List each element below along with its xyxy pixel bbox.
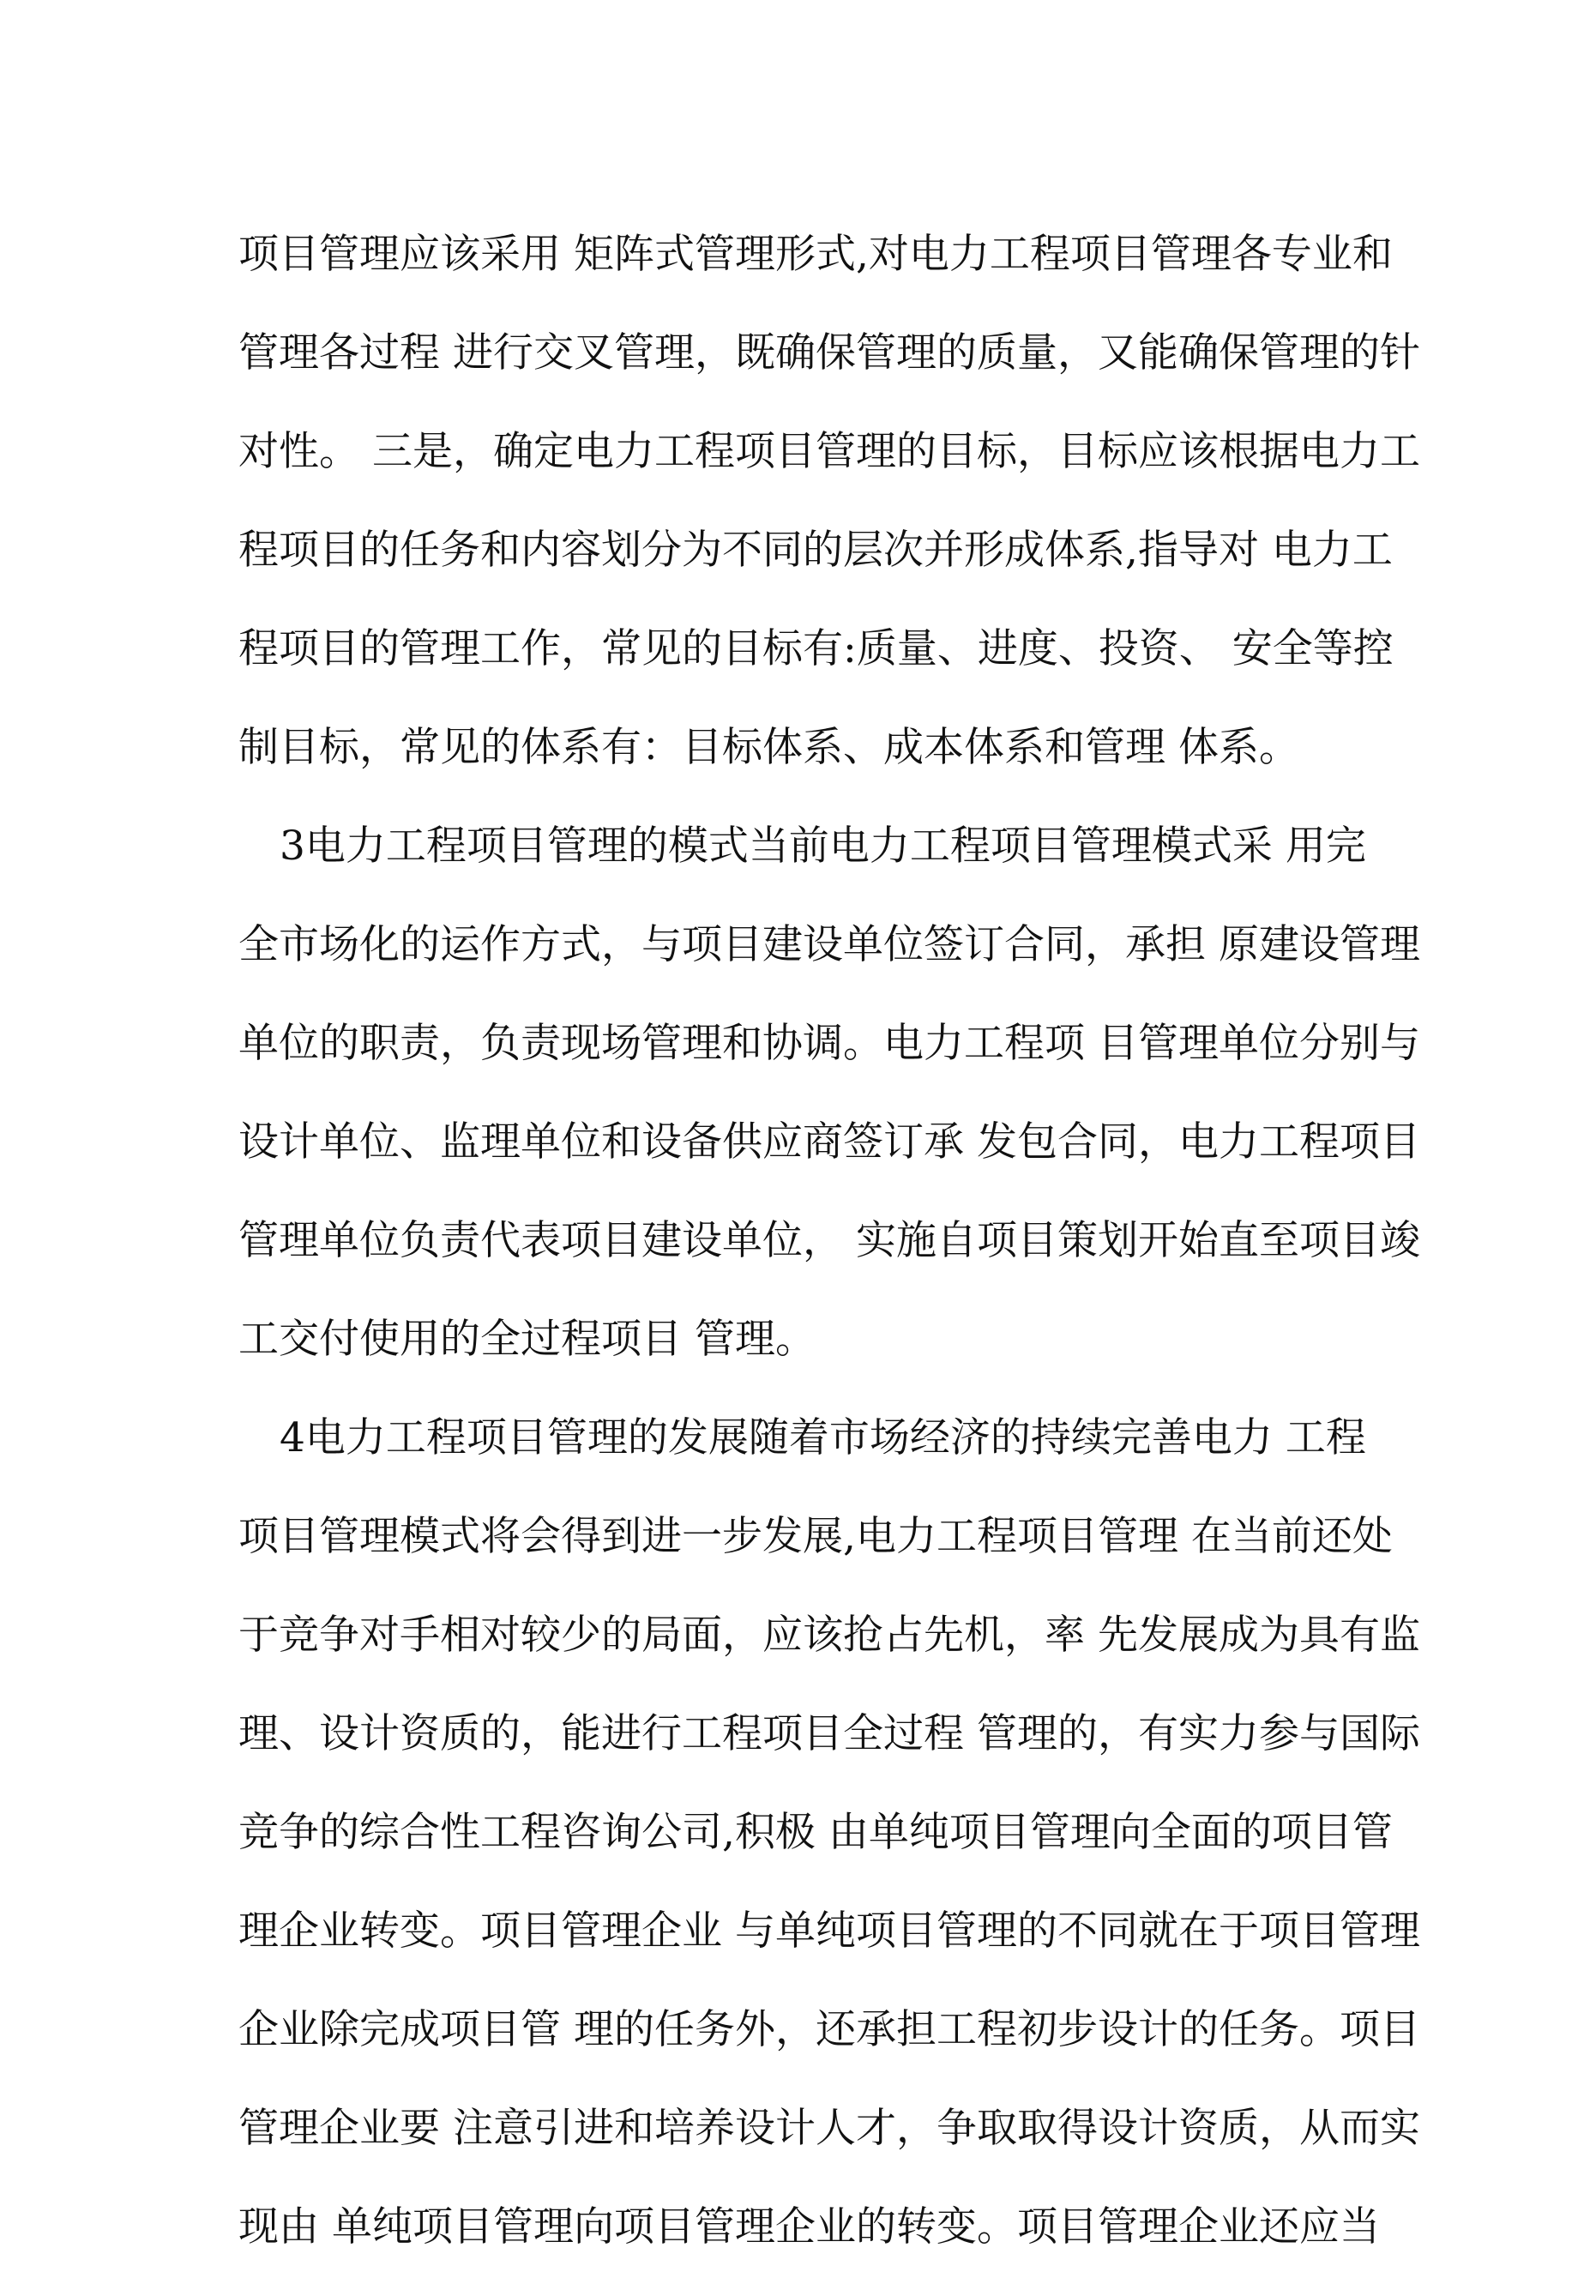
- text-line: 程项目的管理工作，常见的目标有:质量、进度、投资、 安全等控: [238, 625, 1394, 672]
- text-line: 单位的职责，负责现场管理和协调。电力工程项 目管理单位分别与: [238, 1020, 1420, 1067]
- text-line: 项目管理应该采用 矩阵式管理形式,对电力工程项目管理各专业和: [238, 231, 1393, 278]
- text-line: 工交付使用的全过程项目 管理。: [238, 1316, 816, 1363]
- text-line: 理企业转变。项目管理企业 与单纯项目管理的不同就在于项目管理: [238, 1907, 1420, 1955]
- paragraph-start-line: 4电力工程项目管理的发展随着市场经济的持续完善电力 工程: [280, 1414, 1366, 1461]
- text-line: 管理单位负责代表项目建设单位， 实施自项目策划开始直至项目竣: [238, 1217, 1420, 1264]
- text-line: 制目标，常见的体系有：目标体系、成本体系和管理 体系。: [238, 724, 1299, 771]
- text-line: 程项目的任务和内容划分为不同的层次并形成体系,指导对 电力工: [238, 527, 1393, 574]
- text-line: 对性。 三是，确定电力工程项目管理的目标，目标应该根据电力工: [238, 428, 1420, 475]
- text-line: 现由 单纯项目管理向项目管理企业的转变。项目管理企业还应当: [238, 2203, 1380, 2251]
- text-line: 管理企业要 注意引进和培养设计人才，争取取得设计资质，从而实: [238, 2105, 1420, 2152]
- text-line: 项目管理模式将会得到进一步发展,电力工程项目管理 在当前还处: [238, 1513, 1393, 1560]
- paragraph-start-line: 3电力工程项目管理的模式当前电力工程项目管理模式采 用完: [280, 823, 1366, 870]
- text-line: 企业除完成项目管 理的任务外，还承担工程初步设计的任务。项目: [238, 2006, 1420, 2053]
- text-line: 全市场化的运作方式，与项目建设单位签订合同，承担 原建设管理: [238, 921, 1420, 968]
- text-line: 理、设计资质的，能进行工程项目全过程 管理的，有实力参与国际: [238, 1710, 1420, 1757]
- text-line: 于竞争对手相对较少的局面，应该抢占先机，率 先发展成为具有监: [238, 1612, 1420, 1659]
- text-line: 竞争的综合性工程咨询公司,积极 由单纯项目管理向全面的项目管: [238, 1809, 1393, 1856]
- text-line: 设计单位、监理单位和设备供应商签订承 发包合同，电力工程项目: [238, 1118, 1420, 1166]
- body-text: [238, 225, 1420, 2296]
- text-line: 管理各过程 进行交叉管理，既确保管理的质量，又能确保管理的针: [238, 329, 1420, 377]
